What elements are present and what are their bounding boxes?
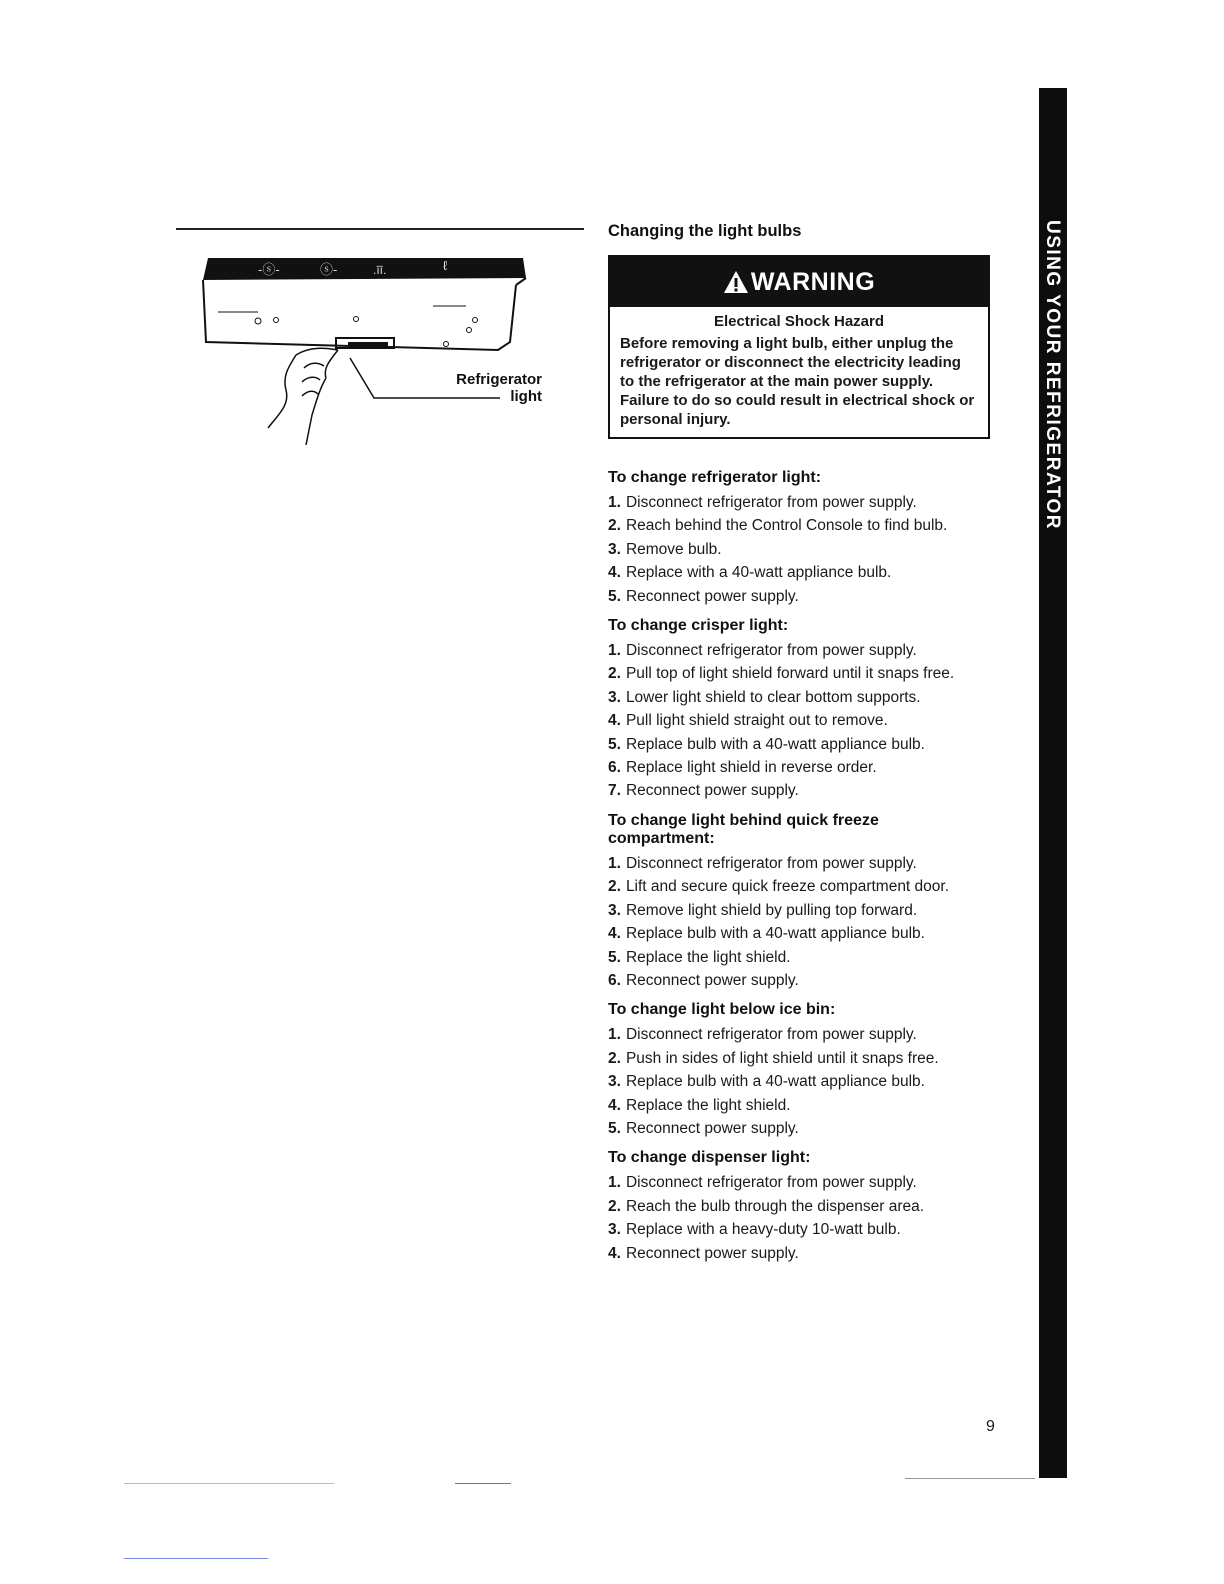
step-number: 2. bbox=[608, 1197, 621, 1215]
step-number: 3. bbox=[608, 1221, 621, 1239]
procedure-title: To change crisper light: bbox=[608, 617, 789, 635]
step-number: 2. bbox=[608, 878, 621, 896]
procedure-step bbox=[608, 1171, 998, 1194]
procedure-step bbox=[608, 686, 998, 709]
procedure-step bbox=[608, 875, 998, 898]
procedure-step bbox=[608, 852, 998, 875]
procedures-list bbox=[608, 469, 998, 1265]
procedure-step bbox=[608, 538, 998, 561]
svg-text:.īī.: .īī. bbox=[373, 263, 387, 277]
procedure-title: To change refrigerator light: bbox=[608, 469, 822, 486]
step-text: Replace bulb with a 40-watt appliance bulb. bbox=[625, 1073, 925, 1091]
procedure-step bbox=[608, 946, 998, 969]
procedure-steps bbox=[608, 639, 998, 803]
step-text: Push in sides of light shield until it snaps free. bbox=[625, 1049, 939, 1067]
procedure-step bbox=[608, 1094, 998, 1117]
sidebar-tab-label: USING YOUR REFRIGERATOR bbox=[1042, 220, 1063, 531]
procedure-step bbox=[608, 561, 998, 584]
section-title: Changing the light bulbs bbox=[608, 222, 802, 240]
page-number: 9 bbox=[986, 1418, 995, 1435]
step-number: 7. bbox=[608, 782, 621, 800]
step-text: Reconnect power supply. bbox=[625, 1119, 799, 1137]
step-text: Reconnect power supply. bbox=[625, 971, 799, 989]
step-text: Reach the bulb through the dispenser area. bbox=[625, 1197, 925, 1215]
procedure-title: To change light below ice bin: bbox=[608, 1001, 836, 1019]
step-text: Lower light shield to clear bottom supports. bbox=[625, 688, 921, 706]
scan-artifact-line bbox=[905, 1478, 1035, 1479]
step-text: Pull top of light shield forward until it snaps free. bbox=[625, 665, 955, 683]
step-number: 5. bbox=[608, 735, 621, 753]
step-number: 2. bbox=[608, 517, 621, 535]
procedure-step bbox=[608, 1023, 998, 1046]
procedure-step bbox=[608, 662, 998, 685]
step-number: 6. bbox=[608, 971, 621, 989]
step-number: 4. bbox=[608, 712, 621, 730]
warning-box bbox=[608, 255, 990, 439]
instructions-column bbox=[608, 222, 998, 1274]
procedure-step bbox=[608, 491, 998, 514]
step-number: 1. bbox=[608, 494, 621, 511]
step-number: 3. bbox=[608, 540, 621, 558]
procedure-step bbox=[608, 1195, 998, 1218]
step-number: 4. bbox=[608, 925, 621, 943]
hazard-title: Electrical Shock Hazard bbox=[713, 313, 885, 330]
step-number: 2. bbox=[608, 1049, 621, 1067]
warning-header bbox=[610, 257, 988, 307]
step-number: 4. bbox=[608, 1096, 621, 1114]
step-text: Disconnect refrigerator from power supply. bbox=[625, 1174, 917, 1192]
procedure-step bbox=[608, 1117, 998, 1140]
warning-heading: WARNING bbox=[750, 267, 876, 296]
procedure-steps bbox=[608, 491, 998, 608]
procedure-step bbox=[608, 1070, 998, 1093]
step-text: Remove bulb. bbox=[625, 540, 722, 558]
step-text: Replace bulb with a 40-watt appliance bulb. bbox=[625, 925, 925, 943]
step-text: Disconnect refrigerator from power supply. bbox=[625, 854, 917, 872]
step-text: Reconnect power supply. bbox=[625, 782, 799, 800]
control-console-drawing bbox=[198, 250, 568, 460]
top-rule bbox=[176, 228, 584, 230]
refrigerator-light-illustration bbox=[198, 250, 568, 460]
step-text: Disconnect refrigerator from power supply. bbox=[625, 494, 917, 511]
procedure-step bbox=[608, 1047, 998, 1070]
procedure-step bbox=[608, 1218, 998, 1241]
step-number: 6. bbox=[608, 759, 621, 777]
step-text: Replace bulb with a 40-watt appliance bulb. bbox=[625, 735, 925, 753]
procedure-step bbox=[608, 585, 998, 608]
warning-body bbox=[610, 307, 988, 437]
step-text: Reconnect power supply. bbox=[625, 587, 799, 605]
step-number: 1. bbox=[608, 642, 621, 660]
step-number: 5. bbox=[608, 587, 621, 605]
step-text: Replace the light shield. bbox=[625, 1096, 791, 1114]
step-text: Disconnect refrigerator from power supply. bbox=[625, 1026, 917, 1044]
svg-text:ℓ: ℓ bbox=[443, 258, 448, 273]
procedure-step bbox=[608, 1242, 998, 1265]
step-number: 3. bbox=[608, 1073, 621, 1091]
procedure-title: To change dispenser light: bbox=[608, 1149, 811, 1167]
step-text: Replace the light shield. bbox=[625, 948, 791, 966]
procedure-step bbox=[608, 639, 998, 662]
step-number: 1. bbox=[608, 854, 621, 872]
step-text: Remove light shield by pulling top forward. bbox=[625, 901, 918, 919]
procedure-step bbox=[608, 733, 998, 756]
step-text: Lift and secure quick freeze compartment door. bbox=[625, 878, 950, 896]
step-number: 3. bbox=[608, 688, 621, 706]
step-number: 4. bbox=[608, 564, 621, 582]
procedure-step bbox=[608, 969, 998, 992]
step-text: Reach behind the Control Console to find bulb. bbox=[625, 517, 948, 535]
procedure-step bbox=[608, 779, 998, 802]
step-text: Reconnect power supply. bbox=[625, 1244, 799, 1262]
procedure-step bbox=[608, 922, 998, 945]
step-number: 1. bbox=[608, 1026, 621, 1044]
procedure-step bbox=[608, 899, 998, 922]
step-text: Replace with a heavy-duty 10-watt bulb. bbox=[625, 1221, 901, 1239]
step-text: Replace light shield in reverse order. bbox=[625, 759, 877, 777]
callout-line-2: light bbox=[510, 388, 542, 405]
procedure-step bbox=[608, 709, 998, 732]
svg-text:ⓢ-: ⓢ- bbox=[320, 262, 338, 277]
step-text: Replace with a 40-watt appliance bulb. bbox=[625, 564, 892, 582]
scan-artifact-line bbox=[455, 1483, 511, 1484]
callout-refrigerator-light bbox=[438, 371, 542, 405]
step-number: 5. bbox=[608, 1119, 621, 1137]
svg-text:-ⓢ-: -ⓢ- bbox=[258, 262, 280, 277]
step-number: 2. bbox=[608, 665, 621, 683]
step-text: Pull light shield straight out to remove. bbox=[625, 712, 888, 730]
procedure-title: To change light behind quick freeze compartment: bbox=[608, 811, 879, 847]
procedure-steps bbox=[608, 1023, 998, 1140]
warning-text: Before removing a light bulb, either unplug the refrigerator or disconnect the electricity leading to the refrigerator at the main power supply. Failure to do so could result in electrical shock or personal injury. bbox=[620, 335, 975, 428]
step-number: 4. bbox=[608, 1244, 621, 1262]
step-number: 3. bbox=[608, 901, 621, 919]
procedure-steps bbox=[608, 1171, 998, 1265]
bottom-edge-line bbox=[124, 1558, 268, 1559]
warning-triangle-icon bbox=[723, 270, 749, 294]
procedure-step bbox=[608, 514, 998, 537]
step-number: 5. bbox=[608, 948, 621, 966]
procedure-step bbox=[608, 756, 998, 779]
procedure-steps bbox=[608, 852, 998, 992]
step-text: Disconnect refrigerator from power supply. bbox=[625, 642, 917, 660]
step-number: 1. bbox=[608, 1174, 621, 1192]
scan-artifact-line bbox=[124, 1483, 334, 1484]
callout-line-1: Refrigerator bbox=[456, 371, 542, 388]
